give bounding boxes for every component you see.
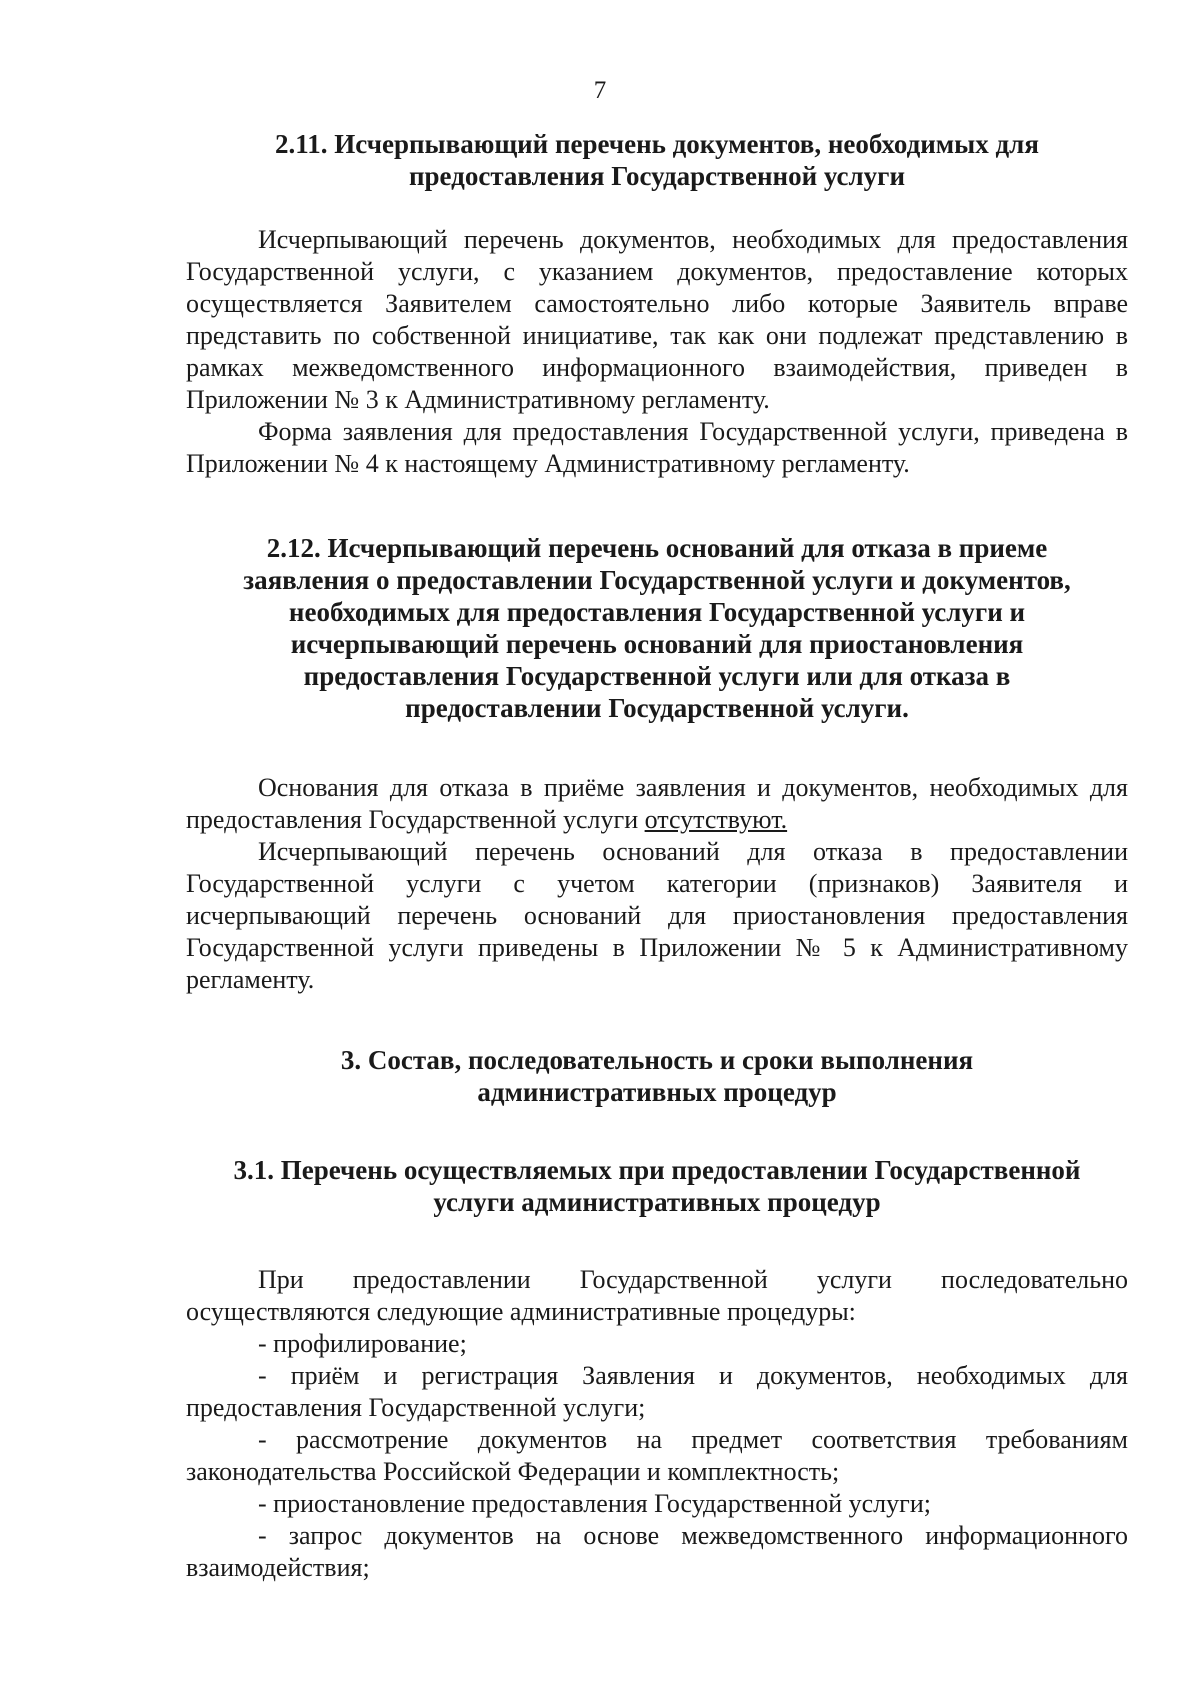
heading-line: исчерпывающий перечень оснований для приостановления (290, 629, 1024, 659)
heading-line: услуги административных процедур (433, 1187, 881, 1217)
paragraph-text: Основания для отказа в приёме заявления и документов, необходимых для предоставления Государственной услуги (186, 773, 1128, 834)
heading-line: предоставлении Государственной услуги. (405, 693, 909, 723)
heading-line: необходимых для предоставления Государственной услуги и (288, 597, 1026, 627)
heading-3 (186, 1044, 1128, 1108)
heading-line: 2.11. Исчерпывающий перечень документов, необходимых для (275, 129, 1039, 159)
paragraph-2-12-1 (186, 772, 1128, 836)
list-item: - профилирование; (258, 1329, 467, 1358)
paragraph-2-11-1: Исчерпывающий перечень документов, необходимых для предоставления Государственной услуги, с указанием документов, предоставление которых осуществляется Заявителем самостоятельно либо которые Заявитель вправе представить по собственной инициативе, так как они подлежат представлению в рамках межведомственного информационного взаимодействия, приведен в Приложении № 3 к Административному регламенту. (186, 225, 1128, 414)
heading-line: 3.1. Перечень осуществляемых при предоставлении Государственной (233, 1155, 1081, 1185)
list-item: - приём и регистрация Заявления и документов, необходимых для предоставления Государственной услуги; (186, 1361, 1128, 1422)
paragraph-3-1-intro: При предоставлении Государственной услуги последовательно осуществляются следующие административные процедуры: (186, 1265, 1128, 1326)
heading-2-11 (186, 128, 1128, 192)
heading-line: 3. Состав, последовательность и сроки выполнения (340, 1045, 974, 1075)
page-content (186, 128, 1128, 1584)
list-item: - приостановление предоставления Государственной услуги; (258, 1489, 931, 1518)
heading-line: предоставления Государственной услуги (408, 161, 906, 191)
paragraph-2-11-2: Форма заявления для предоставления Государственной услуги, приведена в Приложении № 4 к настоящему Административному регламенту. (186, 417, 1128, 478)
heading-line: 2.12. Исчерпывающий перечень оснований для отказа в приеме (266, 533, 1048, 563)
list-item: - запрос документов на основе межведомственного информационного взаимодействия; (186, 1521, 1128, 1582)
heading-line: заявления о предоставлении Государственной услуги и документов, (243, 565, 1071, 595)
list-item: - рассмотрение документов на предмет соответствия требованиям законодательства Российской Федерации и комплектность; (186, 1425, 1128, 1486)
underlined-text: отсутствуют. (644, 805, 788, 834)
heading-line: административных процедур (477, 1077, 837, 1107)
paragraph-2-12-2: Исчерпывающий перечень оснований для отказа в предоставлении Государственной услуги с учетом категории (признаков) Заявителя и исчерпывающий перечень оснований для приостановления предоставления Государственной услуги приведены в Приложении № 5 к Административному регламенту. (186, 837, 1128, 994)
page-number: 7 (593, 77, 607, 104)
heading-2-12 (186, 532, 1128, 724)
heading-3-1 (186, 1154, 1128, 1218)
heading-line: предоставления Государственной услуги или для отказа в (303, 661, 1011, 691)
